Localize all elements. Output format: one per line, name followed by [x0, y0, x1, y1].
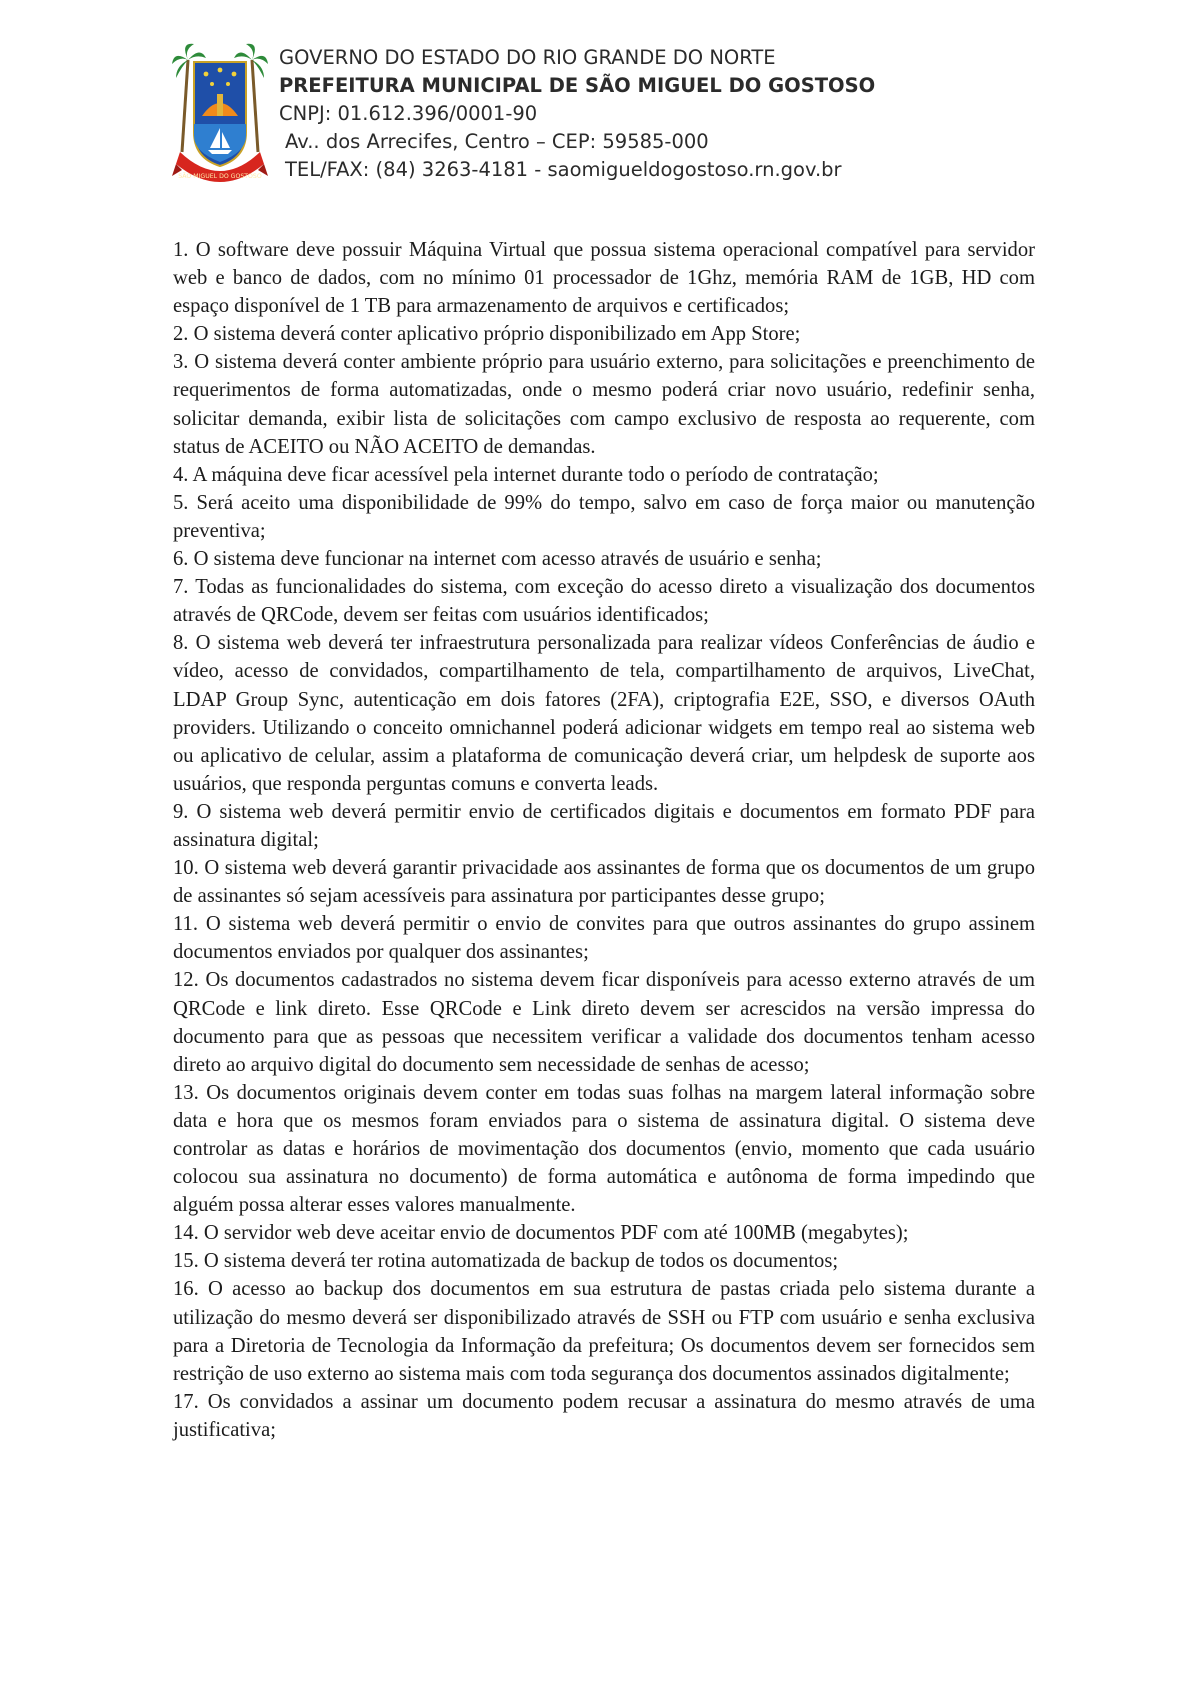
- requirement-item: 9. O sistema web deverá permitir envio de certificados digitais e documentos em formato PDF para assinatura digital;: [173, 800, 1035, 851]
- address-line: Av.. dos Arrecifes, Centro – CEP: 59585-000: [285, 130, 709, 153]
- letterhead: [172, 40, 1072, 200]
- requirement-item: 11. O sistema web deverá permitir o envio de convites para que outros assinantes do grupo assinem documentos enviados por qualquer dos assinantes;: [173, 913, 1035, 964]
- requirement-item: 10. O sistema web deverá garantir privacidade aos assinantes de forma que os documentos de um grupo de assinantes só sejam acessíveis para assinatura por participantes desse grupo;: [173, 857, 1035, 908]
- requirement-item: 17. Os convidados a assinar um documento podem recusar a assinatura do mesmo através de uma justificativa;: [173, 1390, 1035, 1441]
- requirement-item: 14. O servidor web deve aceitar envio de documentos PDF com até 100MB (megabytes);: [173, 1222, 909, 1245]
- requirement-item: 6. O sistema deve funcionar na internet com acesso através de usuário e senha;: [173, 548, 822, 571]
- requirement-item: 7. Todas as funcionalidades do sistema, com exceção do acesso direto a visualização dos documentos através de QRCode, devem ser feitas com usuários identificados;: [173, 576, 1035, 627]
- requirement-item: 4. A máquina deve ficar acessível pela internet durante todo o período de contratação;: [173, 463, 879, 486]
- requirement-item: 1. O software deve possuir Máquina Virtual que possua sistema operacional compatível para servidor web e banco de dados, com no mínimo 01 processador de 1Ghz, memória RAM de 1GB, HD com espaço disponível de 1 TB para armazenamento de arquivos e certificados;: [173, 239, 1035, 318]
- state-government-line: GOVERNO DO ESTADO DO RIO GRANDE DO NORTE: [279, 46, 776, 69]
- cnpj-line: CNPJ: 01.612.396/0001-90: [279, 102, 538, 125]
- svg-text:SÃO MIGUEL DO GOSTOSO: SÃO MIGUEL DO GOSTOSO: [178, 173, 262, 180]
- requirement-item: 12. Os documentos cadastrados no sistema devem ficar disponíveis para acesso externo através de um QRCode e link direto. Esse QRCode e Link direto devem ser acrescidos na versão impressa do documento para que as pessoas que necessitem verificar a validade dos documentos tenham acesso direto ao arquivo digital do documento sem necessidade de senhas de acesso;: [173, 969, 1035, 1076]
- municipal-crest-icon: [172, 40, 268, 190]
- requirement-item: 8. O sistema web deverá ter infraestrutura personalizada para realizar vídeos Conferências de áudio e vídeo, acesso de convidados, compartilhamento de tela, compartilhamento de arquivos, LiveChat, LDAP Group Sync, autenticação em dois fatores (2FA), criptografia E2E, SSO, e diversos OAuth providers. Utilizando o conceito omnichannel poderá adicionar widgets em tempo real ao sistema web ou aplicativo de celular, assim a plataforma de comunicação deverá criar, um helpdesk de suporte aos usuários, que responda perguntas comuns e converta leads.: [173, 632, 1035, 795]
- phone-website-line: TEL/FAX: (84) 3263-4181 - saomigueldogostoso.rn.gov.br: [285, 158, 842, 181]
- requirements-list: [173, 236, 1035, 1444]
- requirement-item: 5. Será aceito uma disponibilidade de 99% do tempo, salvo em caso de força maior ou manutenção preventiva;: [173, 491, 1035, 542]
- requirement-item: 15. O sistema deverá ter rotina automatizada de backup de todos os documentos;: [173, 1250, 839, 1273]
- requirement-item: 2. O sistema deverá conter aplicativo próprio disponibilizado em App Store;: [173, 323, 801, 346]
- requirement-item: 3. O sistema deverá conter ambiente próprio para usuário externo, para solicitações e preenchimento de requerimentos de forma automatizadas, onde o mesmo poderá criar novo usuário, redefinir senha, solicitar demanda, exibir lista de solicitações com campo exclusivo de resposta ao requerente, com status de ACEITO ou NÃO ACEITO de demandas.: [173, 351, 1035, 458]
- requirement-item: 16. O acesso ao backup dos documentos em sua estrutura de pastas criada pelo sistema durante a utilização do mesmo deverá ser disponibilizado através de SSH ou FTP com usuário e senha exclusiva para a Diretoria de Tecnologia da Informação da prefeitura; Os documentos devem ser fornecidos sem restrição de uso externo ao sistema mais com toda segurança dos documentos assinados digitalmente;: [173, 1278, 1035, 1385]
- municipality-name: PREFEITURA MUNICIPAL DE SÃO MIGUEL DO GOSTOSO: [279, 74, 876, 97]
- requirement-item: 13. Os documentos originais devem conter em todas suas folhas na margem lateral informação sobre data e hora que os mesmos foram enviados para o sistema de assinatura digital. O sistema deve controlar as datas e horários de movimentação dos documentos (envio, momento que cada usuário colocou sua assinatura no documento) de forma automática e autônoma de forma impedindo que alguém possa alterar esses valores manualmente.: [173, 1081, 1035, 1217]
- letterhead-text: [279, 44, 875, 184]
